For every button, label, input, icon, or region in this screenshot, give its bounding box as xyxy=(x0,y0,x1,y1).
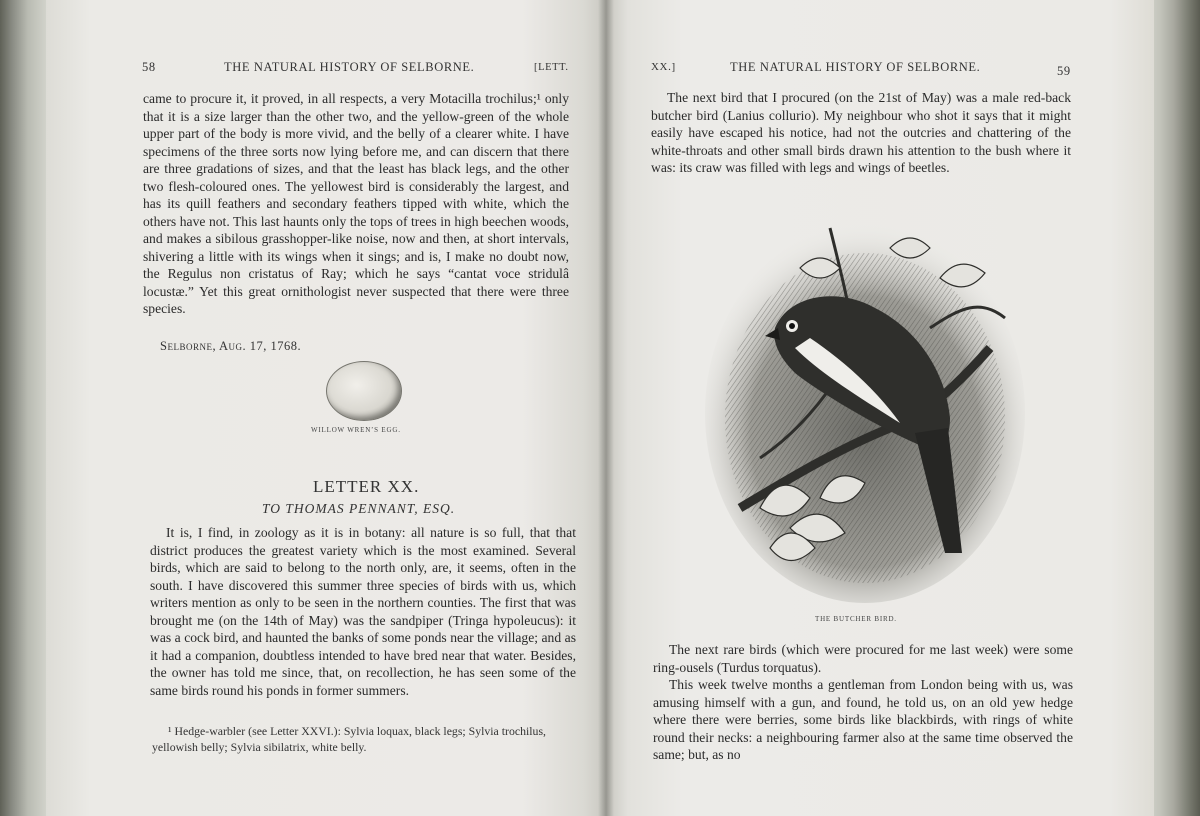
footnote: ¹ Hedge-warbler (see Letter XXVI.): Sylvia loquax, black legs; Sylvia trochilus, yellowish belly; Sylvia sibilatrix, white belly. xyxy=(152,724,546,754)
figure-caption: THE BUTCHER BIRD. xyxy=(815,615,897,623)
letter-recipient: TO THOMAS PENNANT, ESQ. xyxy=(262,501,456,516)
left-page-number: 58 xyxy=(142,60,156,74)
right-head-left: XX.] xyxy=(651,61,676,73)
butcher-bird-engraving xyxy=(700,208,1030,603)
left-head-right: [LETT. xyxy=(534,62,569,73)
letter-title: LETTER XX. xyxy=(313,477,420,496)
left-running-head: THE NATURAL HISTORY OF SELBORNE. xyxy=(224,60,475,74)
right-running-head: THE NATURAL HISTORY OF SELBORNE. xyxy=(730,60,981,74)
dateline: Selborne, Aug. 17, 1768. xyxy=(160,339,302,353)
book-gutter xyxy=(598,0,614,816)
left-paragraph-2: It is, I find, in zoology as it is in botany: all nature is so full, that that district produces the greatest variety which is the most examined. Several birds, which are said to belong to the north only, are, it seems, often in the south. I have discovered this summer three species of birds with us, which writers mention as only to be seen in the northern counties. The first that was brought me (on the 14th of May) was the sandpiper (Tringa hypoleucus): it was a cock bird, and haunted the banks of some ponds near the village; and as it had a companion, doubtless intended to have bred near that water. Besides, the owner has told me since, that, on recollection, he has seen some of the same birds round his ponds in former summers. xyxy=(150,525,576,698)
egg-caption: WILLOW WREN’S EGG. xyxy=(311,426,401,434)
right-paragraph-2: The next rare birds (which were procured for me last week) were some ring-ousels (Turdus torquatus). This week twelve months a gentleman from London being with us, was amusing himself with a gun, and found, he told us, on an old yew hedge where there were berries, some birds like blackbirds, with rings of white round their necks: a neighbouring farmer also at the same time observed the same; but, as no xyxy=(653,642,1073,762)
right-paragraph-1: The next bird that I procured (on the 21st of May) was a male red-back butcher bird (Lanius collurio). My neighbour who shot it says that it might easily have escaped his notice, had not the outcries and chattering of the white-throats and other small birds drawn his attention to the bush where it was: its craw was filled with legs and wings of beetles. xyxy=(651,90,1071,175)
left-paragraph-1: came to procure it, it proved, in all respects, a very Motacilla trochilus;¹ only that it is a size larger than the other two, and the yellow-green of the whole upper part of the body is more vivid, and the belly of a clearer white. I have specimens of the three sorts now lying before me, and can discern that there are three gradations of sizes, and that the least has black legs, and the other two flesh-coloured ones. The yellowest bird is considerably the largest, and has its quill feathers and secondary feathers tipped with white, which the others have not. This last haunts only the tops of trees in high beechen woods, and makes a sibilous grasshopper-like noise, now and then, at short intervals, shivering a little with its wings when it sings; and is, I make no doubt now, the Regulus non cristatus of Ray; which he says “cantat voce stridulâ locustæ.” Yet this great ornithologist never suspected that there were three species. xyxy=(143,91,569,316)
willow-wren-egg-illustration xyxy=(326,361,402,421)
right-page-number: 59 xyxy=(1057,64,1071,78)
